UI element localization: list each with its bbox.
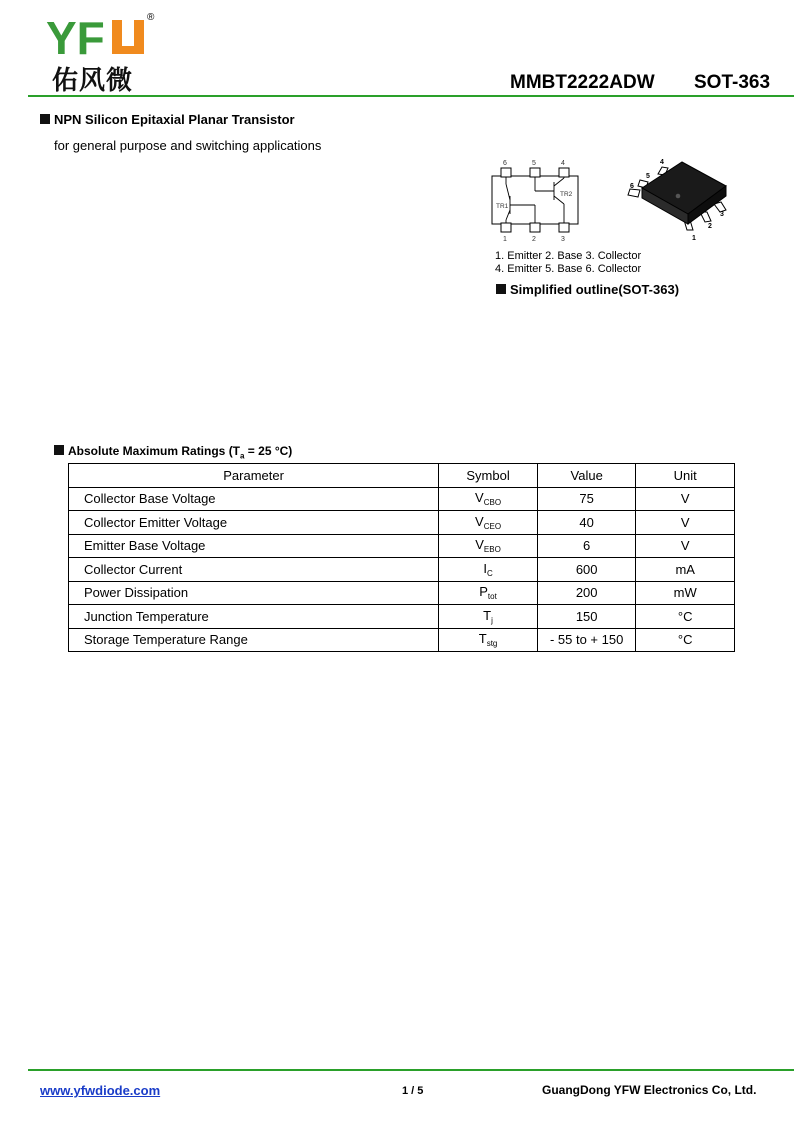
schem-pin-6: 6 [503,160,507,167]
symbol-subscript: j [491,615,493,625]
part-number: MMBT2222ADW [510,72,655,93]
cell-unit: V [636,511,735,535]
symbol-subscript: CBO [483,498,502,508]
logo-letters-yf: YF [46,14,105,64]
bullet-square-icon [496,284,506,294]
cell-symbol [439,581,538,605]
pkg-pin-6: 6 [630,183,634,190]
symbol-main: T [483,607,492,623]
schem-pin-4: 4 [561,160,565,167]
cell-value: 75 [537,487,636,511]
outline-caption-text: Simplified outline(SOT-363) [510,282,680,297]
logo-chinese-name: 佑风微 [52,65,134,95]
company-logo [46,14,154,66]
table-row [69,534,735,558]
cell-value: 600 [537,558,636,582]
pkg-pin-3: 3 [720,211,724,218]
symbol-main: T [478,631,487,647]
cell-parameter: Power Dissipation [69,581,439,605]
symbol-subscript: tot [487,592,497,602]
ratings-title [54,444,292,460]
registered-mark: ® [147,12,155,23]
symbol-main: V [475,537,484,553]
pkg-pin-5: 5 [646,173,650,180]
cell-parameter: Collector Emitter Voltage [69,511,439,535]
symbol-subscript: C [486,568,493,578]
table-row [69,558,735,582]
logo-w-mark [112,20,144,54]
pkg-pin-4: 4 [660,159,664,166]
cell-value: - 55 to + 150 [537,628,636,652]
cell-unit: mA [636,558,735,582]
footer-divider [28,1069,794,1071]
table-row [69,628,735,652]
cell-value: 200 [537,581,636,605]
transistor-tr1-symbol [506,177,535,223]
cell-parameter: Storage Temperature Range [69,628,439,652]
description-subtitle: for general purpose and switching applications [54,138,322,153]
transistor-tr2-symbol [535,177,564,223]
schem-pin-3: 3 [561,236,565,243]
schem-pin-5: 5 [532,160,536,167]
cell-symbol [439,558,538,582]
pin-definition-line-2: 4. Emitter 5. Base 6. Collector [495,263,642,275]
sot363-package-image [622,150,730,242]
cell-value: 6 [537,534,636,558]
ratings-title-sub: a [240,451,245,461]
cell-parameter: Collector Base Voltage [69,487,439,511]
cell-unit: mW [636,581,735,605]
header-parameter: Parameter [69,464,439,488]
cell-parameter: Junction Temperature [69,605,439,629]
pin-definitions [495,250,641,276]
absolute-maximum-ratings-table [68,463,735,652]
company-name: GuangDong YFW Electronics Co, Ltd. [542,1083,757,1097]
bullet-square-icon [40,114,50,124]
header-unit: Unit [636,464,735,488]
package-name: SOT-363 [694,72,771,93]
cell-parameter: Emitter Base Voltage [69,534,439,558]
table-row [69,605,735,629]
pinout-schematic [488,156,588,246]
website-link[interactable]: www.yfwdiode.com [40,1083,161,1098]
header-symbol: Symbol [439,464,538,488]
schem-pin-2: 2 [532,236,536,243]
table-row [69,487,735,511]
pkg-pin-2: 2 [708,223,712,230]
header-divider [28,95,794,97]
cell-unit: °C [636,605,735,629]
pin-definition-line-1: 1. Emitter 2. Base 3. Collector [495,250,642,262]
tr2-label: TR2 [560,191,573,198]
table-header-row [69,464,735,488]
header-value: Value [537,464,636,488]
cell-value: 150 [537,605,636,629]
description-title-text: NPN Silicon Epitaxial Planar Transistor [54,112,295,127]
symbol-main: V [475,490,484,506]
cell-unit: V [636,534,735,558]
symbol-main: V [475,513,484,529]
symbol-subscript: CEO [483,521,502,531]
outline-caption [496,282,679,297]
cell-symbol [439,534,538,558]
symbol-subscript: stg [486,639,498,649]
cell-parameter: Collector Current [69,558,439,582]
cell-value: 40 [537,511,636,535]
ratings-title-prefix: Absolute Maximum Ratings (T [68,444,241,458]
table-row [69,581,735,605]
cell-unit: V [636,487,735,511]
symbol-main: P [479,584,488,600]
symbol-subscript: EBO [483,545,501,555]
symbol-main: I [483,560,487,576]
ratings-title-suffix: = 25 °C) [244,444,293,458]
cell-unit: °C [636,628,735,652]
table-row [69,511,735,535]
cell-symbol [439,487,538,511]
schem-pin-1: 1 [503,236,507,243]
cell-symbol [439,628,538,652]
cell-symbol [439,511,538,535]
page-number: 1 / 5 [402,1085,424,1097]
description-title [40,112,295,127]
tr1-label: TR1 [496,203,509,210]
pkg-pin-1: 1 [692,235,696,242]
bullet-square-icon [54,445,64,455]
cell-symbol [439,605,538,629]
